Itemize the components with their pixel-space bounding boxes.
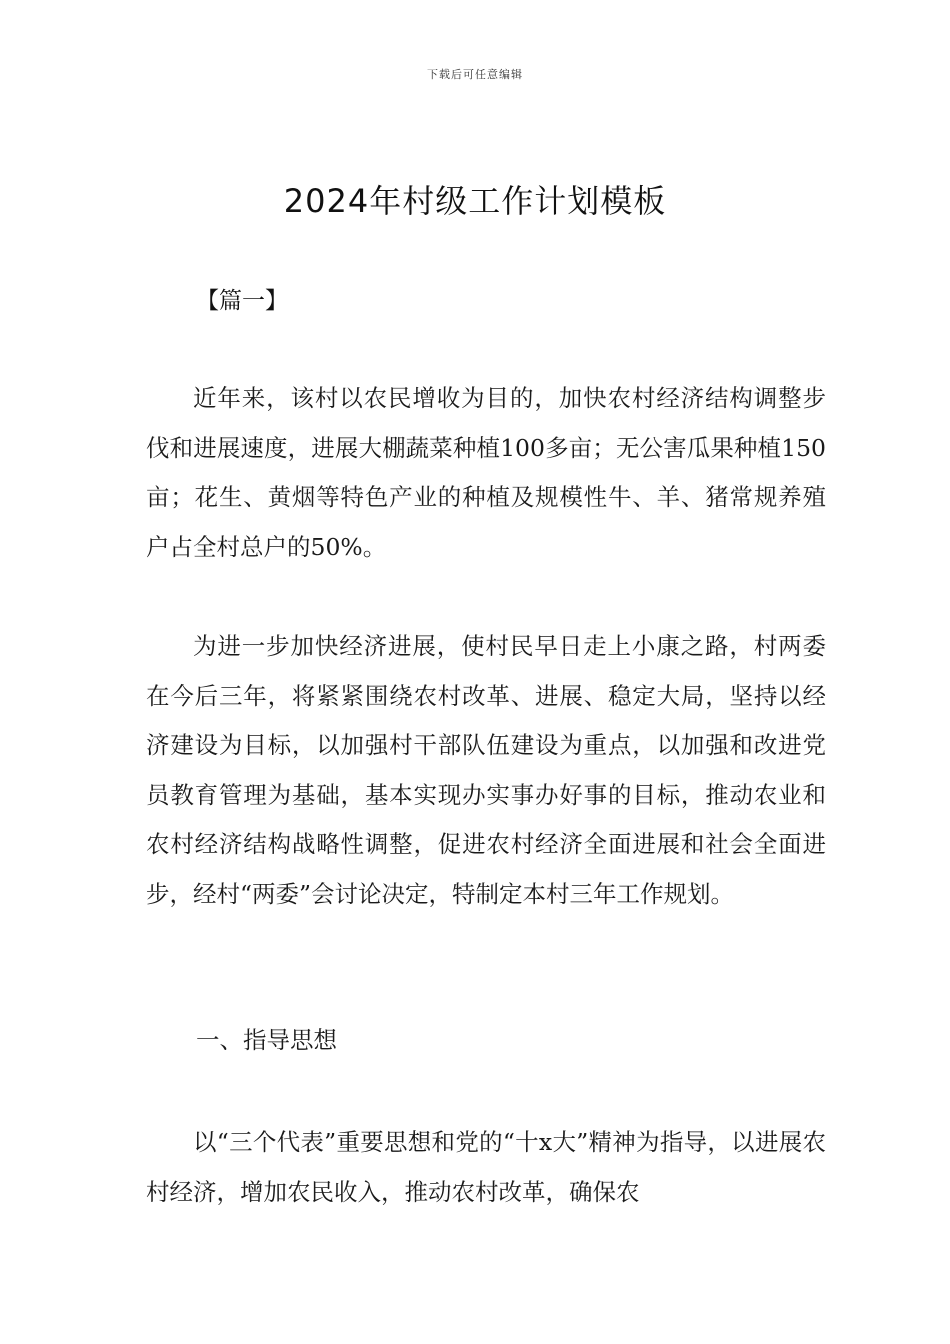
paragraph-intro: 近年来，该村以农民增收为目的，加快农村经济结构调整步伐和进展速度，进展大棚蔬菜种植100多亩；无公害瓜果种植150亩；花生、黄烟等特色产业的种植及规模性牛、羊、猪常规养殖户占全村总户的50%。 bbox=[146, 384, 826, 561]
section-heading-guiding-ideology: 一、指导思想 bbox=[196, 1026, 337, 1054]
header-note: 下载后可任意编辑 bbox=[427, 68, 523, 81]
section-mark: 【篇一】 bbox=[196, 288, 288, 314]
paragraph-plan: 为进一步加快经济进展，使村民早日走上小康之路，村两委在今后三年，将紧紧围绕农村改革、进展、稳定大局，坚持以经济建设为目标，以加强村干部队伍建设为重点，以加强和改进党员教育管理为基础，基本实现办实事办好事的目标，推动农业和农村经济结构战略性调整，促进农村经济全面进展和社会全面进步，经村“两委”会讨论决定，特制定本村三年工作规划。 bbox=[146, 632, 826, 908]
paragraph-guiding-ideology: 以“三个代表”重要思想和党的“十x大”精神为指导，以进展农村经济，增加农民收入，推动农村改革，确保农 bbox=[146, 1128, 826, 1206]
document-title: 2024年村级工作计划模板 bbox=[283, 182, 667, 220]
